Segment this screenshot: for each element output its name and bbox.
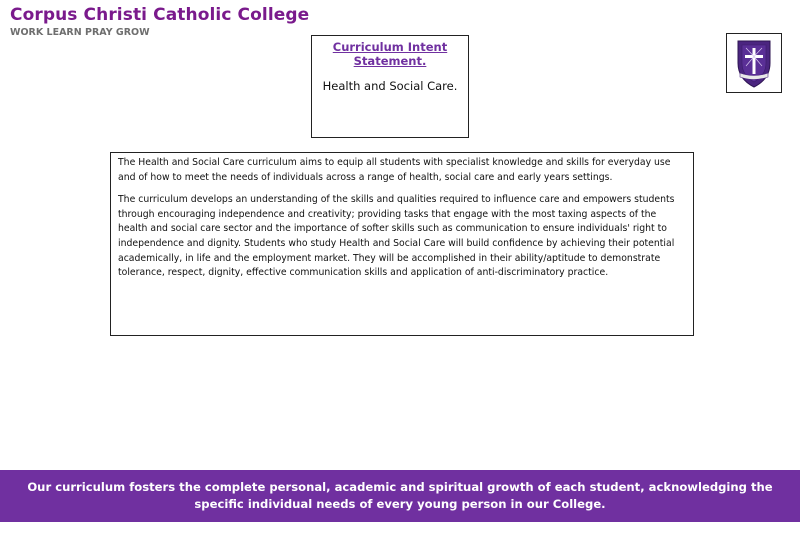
statement-paragraph: The curriculum develops an understanding of the skills and qualities required to influence care and empowers students through encouraging independence and creativity; providing tasks that engage with the most taxing aspects of the health and social care sector and the importance of softer skills such as communication to ensure individuals' right to independence and dignity. Students who study Health and Social Care will build confidence by achieving their potential academically, in life and the employment market. They will be accomplished in their ability/aptitude to demonstrate tolerance, respect, dignity, effective communication skills and application of anti-discriminatory practice. (118, 194, 675, 279)
footer-banner (0, 470, 800, 522)
statement-paragraph: The Health and Social Care curriculum aims to equip all students with specialist knowledge and skills for everyday use and of how to meet the needs of individuals across a range of health, social care and early years settings. (118, 157, 671, 183)
footer-mission-text: Our curriculum fosters the complete personal, academic and spiritual growth of each student, acknowledging the specific individual needs of every young person in our College. (27, 480, 773, 511)
intent-title-link[interactable]: Curriculum Intent Statement. (332, 40, 448, 68)
college-motto: WORK LEARN PRAY GROW (10, 27, 150, 38)
college-name: Corpus Christi Catholic College (10, 5, 310, 25)
college-crest-icon (734, 37, 774, 89)
intent-statement-box (110, 152, 694, 336)
college-crest (726, 33, 782, 93)
subject-title: Health and Social Care. (322, 79, 458, 93)
intent-title-box (311, 35, 469, 138)
